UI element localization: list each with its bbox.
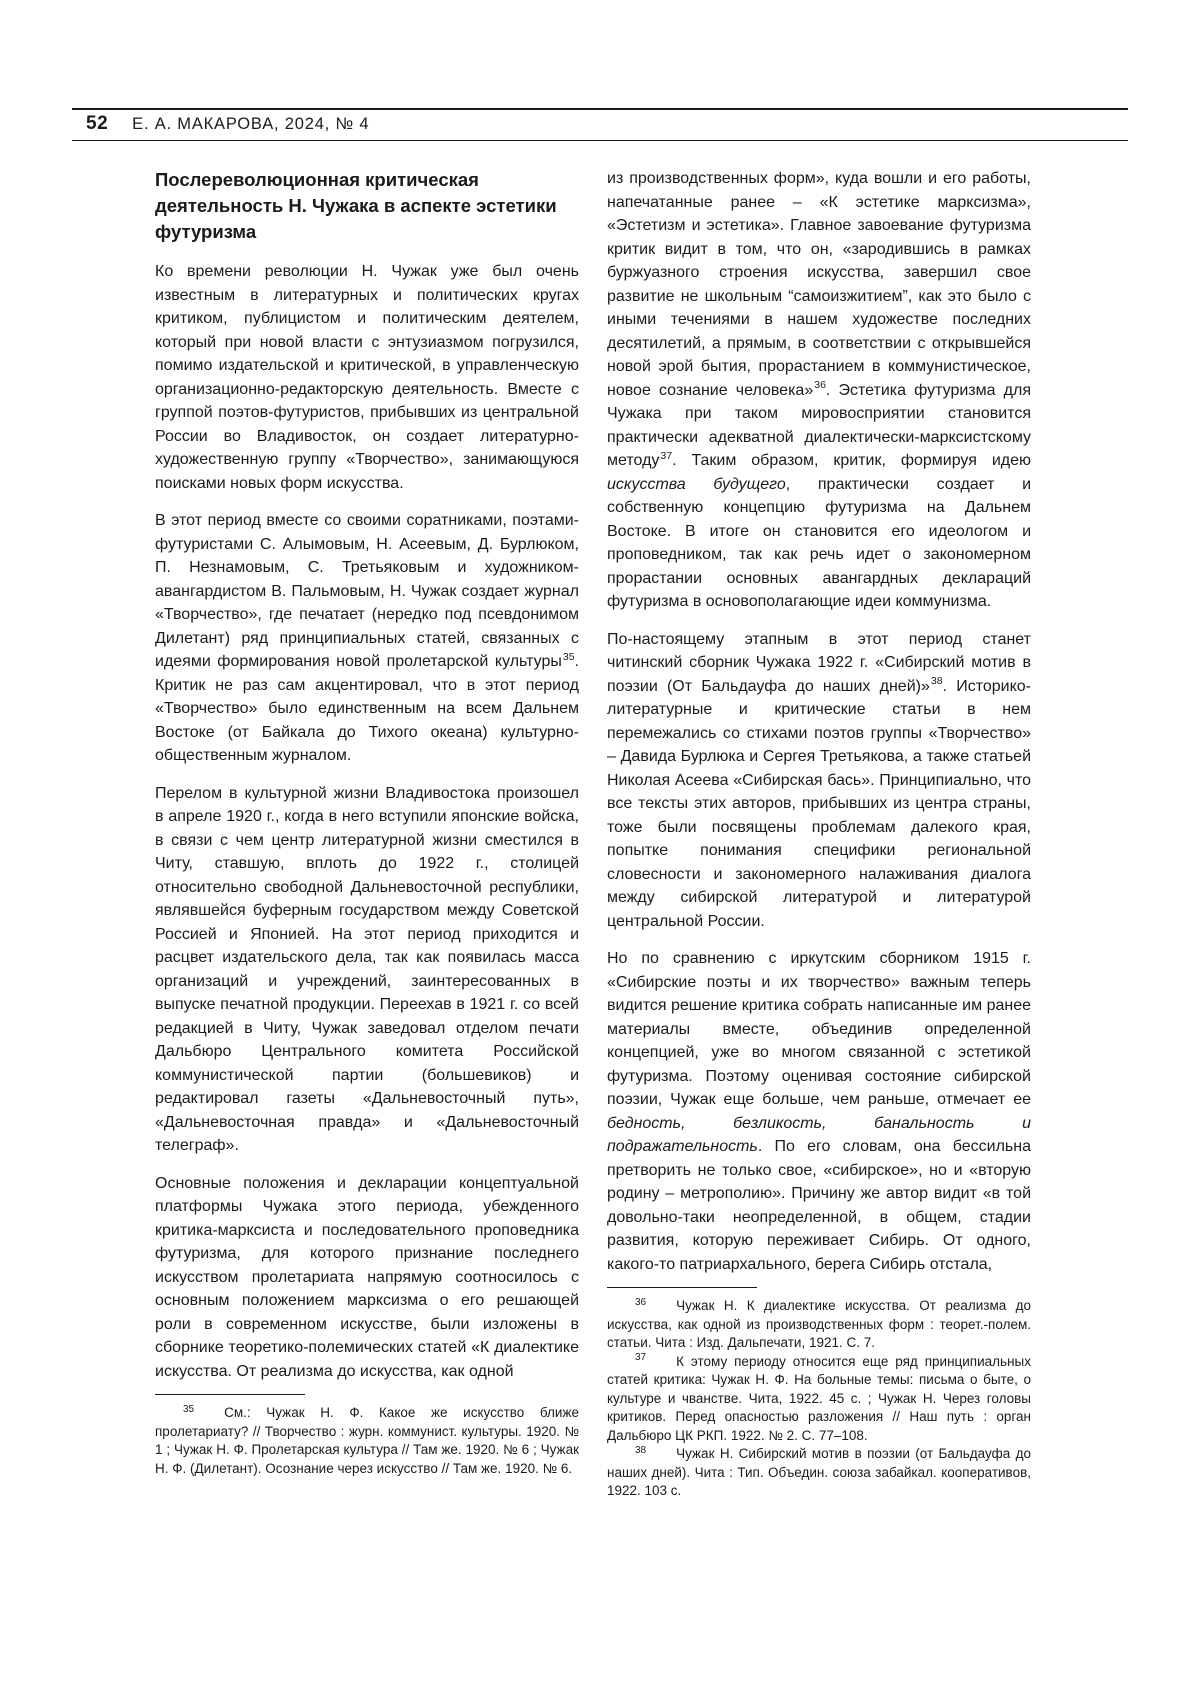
footnote xyxy=(607,1445,1031,1501)
footnote-text: К этому периоду относится еще ряд принципиальных статей критика: Чужак Н. Ф. На больные темы: письма о быте, о культуре и чванстве. Чита, 1922. 45 с. ; Чужак Н. Через головы критиков. Перед опасностью разложения // Наш путь : орган Дальбюро ЦК РКП. 1922. № 2. С. 77–108. xyxy=(607,1353,1031,1443)
footnote-separator xyxy=(607,1287,757,1288)
footnotes-left xyxy=(155,1394,579,1478)
paragraph: из производственных форм», куда вошли и его работы, напечатанные ранее – «К эстетике марксизма», «Эстетизм и эстетика». Главное завоевание футуризма критик видит в том, что он, «зародившись в рамках буржуазного строения искусства, завершил свое развитие не школьным “самоизжитием”, как это было с иными течениями в нашем художестве последних десятилетий, а прямым, в соответствии с открывшейся новой эрой бытия, прорастанием в коммунистическое, новое сознание человека»$^{36}$. Эстетика футуризма для Чужака при таком мировосприятии становится практически адекватной диалектически-марксистскому методу$^{37}$. Таким образом, критик, формируя идею искусства будущего, практически создает и собственную концепцию футуризма на Дальнем Востоке. В итоге он становится его идеологом и проповедником, так как речь идет о закономерном прорастании основных авангардных деклараций футуризма в основополагающие идеи коммунизма. xyxy=(607,170,1032,610)
left-column xyxy=(155,167,579,1501)
section-heading: Послереволюционная критическая деятельность Н. Чужака в аспекте эстетики футуризма xyxy=(155,169,557,242)
right-column xyxy=(607,167,1031,1501)
footnote xyxy=(607,1297,1031,1353)
paragraph: Но по сравнению с иркутским сборником 1915 г. «Сибирские поэты и их творчество» важным теперь видится решение критика собрать написанные им ранее материалы вместе, объединив определенной концепцией, уже во многом связанной с эстетикой футуризма. Поэтому оценивая состояние сибирской поэзии, Чужак еще больше, чем раньше, отмечает ее бедность, безликость, банальность и подражательность. По его словам, она бессильна претворить не только свое, «сибирское», но и «вторую родину – метрополию». Причину же автор видит «в той довольно-таки неопределенной, в общем, стадии развития, которую переживает Сибирь. От одного, какого-то патриархального, берега Сибирь отстала, xyxy=(607,950,1031,1273)
paragraph: Ко времени революции Н. Чужак уже был очень известным в литературных и политических кругах критиком, публицистом и политическим деятелем, который при новой власти с энтузиазмом погрузился, помимо издательской и критической, в управленческую организационно-редакторскую деятельность. Вместе с группой поэтов-футуристов, прибывших из центральной России во Владивосток, он создает литературно-художественную группу «Творчество», занимающуюся поисками новых форм искусства. xyxy=(155,263,579,492)
footnote-number: 36 xyxy=(635,1296,647,1308)
paragraph: В этот период вместе со своими соратниками, поэтами-футуристами С. Алымовым, Н. Асеевым, Д. Бурлюком, П. Незнамовым, С. Третьяковым и художником-авангардистом В. Пальмовым, Н. Чужак создает журнал «Творчество», где печатает (нередко под псевдонимом Дилетант) ряд принципиальных статей, связанных с идеями формирования новой пролетарской культуры$^{35}$. Критик не раз сам акцентировал, что в этот период «Творчество» было единственным на всем Дальнем Востоке (от Байкала до Тихого океана) культурно-общественным журналом. xyxy=(155,512,579,764)
article-body xyxy=(155,167,1031,1501)
footnote-number: 35 xyxy=(183,1403,195,1415)
footnote-number: 38 xyxy=(635,1444,647,1456)
page-header xyxy=(72,108,1128,141)
paragraph: Перелом в культурной жизни Владивостока произошел в апреле 1920 г., когда в него вступили японские войска, в связи с чем центр литературной жизни сместился в Читу, ставшую, вплоть до 1922 г., столицей относительно свободной Дальневосточной республики, являвшейся буферным государством между Советской Россией и Японией. На этот период приходится и расцвет издательского дела, так как появилась масса организаций и учреждений, заинтересованных в выпуске печатной продукции. Переехав в 1921 г. со всей редакцией в Читу, Чужак заведовал отделом печати Дальбюро Центрального комитета Российской коммунистической партии (большевиков) и редактировал газеты «Дальневосточный путь», «Дальневосточная правда» и «Дальневосточный телеграф». xyxy=(155,784,579,1154)
running-head: Е. А. МАКАРОВА, 2024, № 4 xyxy=(132,115,370,133)
footnote-text: Чужак Н. Сибирский мотив в поэзии (от Бальдауфа до наших дней). Чита : Тип. Объедин. союза забайкал. кооперативов, 1922. 103 с. xyxy=(607,1446,1031,1498)
paragraph: По-настоящему этапным в этот период станет читинский сборник Чужака 1922 г. «Сибирский мотив в поэзии (От Бальдауфа до наших дней)»$^{38}$. Историко-литературные и критические статьи в нем перемежались со стихами поэтов группы «Творчество» – Давида Бурлюка и Сергея Третьякова, а также статьей Николая Асеева «Сибирская бась». Принципиально, что все тексты этих авторов, прибывших из центра страны, тоже были посвящены проблемам далекого края, попытке понимания специфики региональной словесности и закономерного налаживания диалога между сибирской литературой и литературой центральной России. xyxy=(607,630,1031,930)
footnote xyxy=(155,1404,579,1478)
footnote-text: Чужак Н. К диалектике искусства. От реализма до искусства, как одной из производственных форм : теорет.-полем. статьи. Чита : Изд. Дальпечати, 1921. С. 7. xyxy=(607,1298,1031,1350)
footnote-separator xyxy=(155,1394,305,1395)
footnotes-right xyxy=(607,1287,1031,1501)
footnote xyxy=(607,1353,1031,1446)
footnote-number: 37 xyxy=(635,1352,647,1363)
footnote-text: См.: Чужак Н. Ф. Какое же искусство ближе пролетариату? // Творчество : журн. коммунист. культуры. 1920. № 1 ; Чужак Н. Ф. Пролетарская культура // Там же. 1920. № 6 ; Чужак Н. Ф. (Дилетант). Осознание через искусство // Там же. 1920. № 6. xyxy=(155,1405,579,1476)
page-number: 52 xyxy=(86,113,109,134)
paragraph: Основные положения и декларации концептуальной платформы Чужака этого периода, убежденного критика-марксиста и последовательного проповедника футуризма, для которого признание последнего искусством пролетариата напрямую соотносилось с основным положением марксизма о его решающей роли в современном искусстве, были изложены в сборнике теоретико-полемических статей «К диалектике искусства. От реализма до искусства, как одной xyxy=(155,1174,579,1380)
